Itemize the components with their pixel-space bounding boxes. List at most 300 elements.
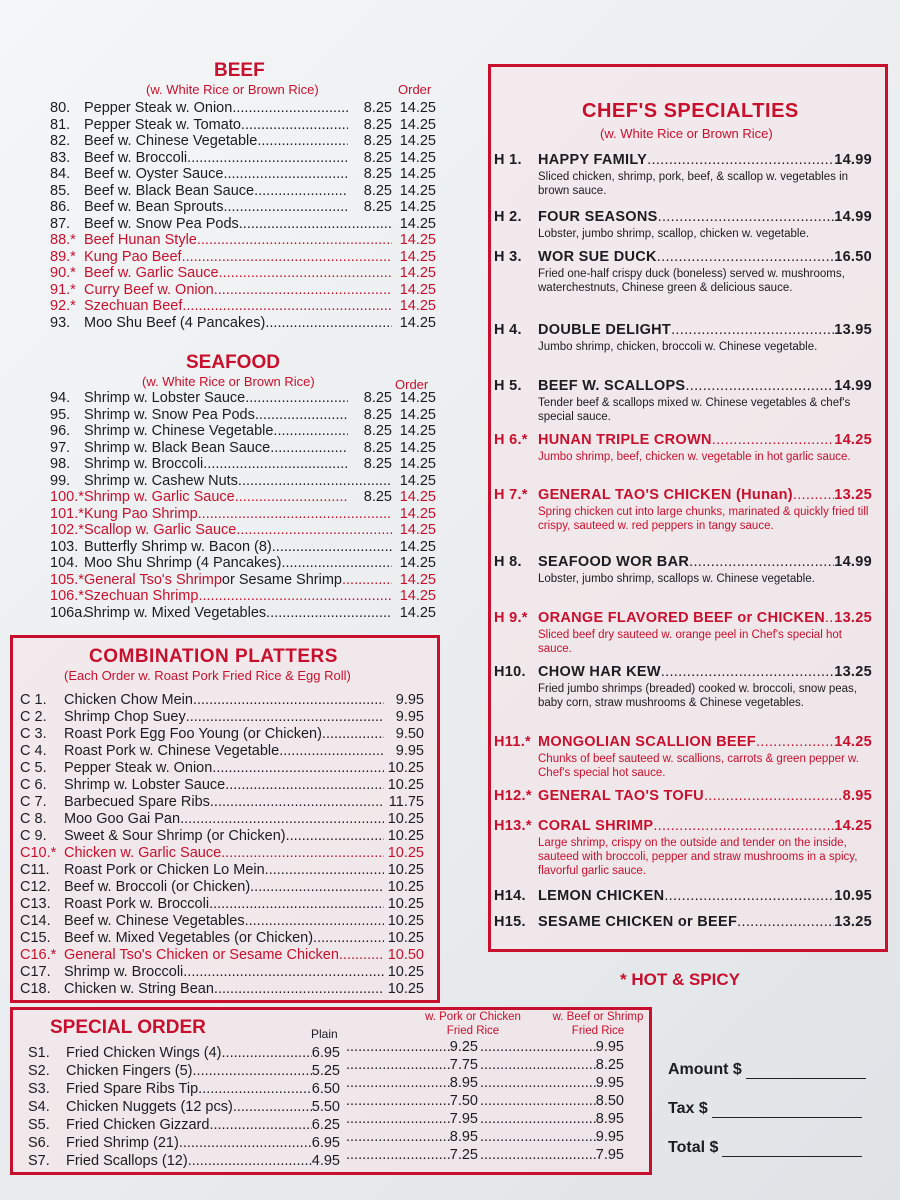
pork-chicken-price-row <box>346 1129 478 1145</box>
item-name: HUNAN TRIPLE CROWN <box>538 432 712 448</box>
plain-price: 6.95 <box>311 1045 340 1061</box>
item-number: 80. <box>50 100 71 116</box>
item-name: Curry Beef w. Onion <box>84 281 214 298</box>
beef-shrimp-price: 9.95 <box>595 1039 624 1055</box>
item-number: C 9. <box>20 828 47 844</box>
pork-chicken-price: 9.25 <box>449 1039 478 1055</box>
seafood-title: SEAFOOD <box>186 352 280 373</box>
order-price: 14.25 <box>399 555 436 571</box>
item-number: 86. <box>50 199 71 215</box>
order-price: 14.25 <box>399 390 436 406</box>
leader-dots <box>203 456 348 472</box>
item-name: GENERAL TAO'S CHICKEN (Hunan) <box>538 487 793 503</box>
item-price: 10.25 <box>387 930 424 946</box>
beef-item[interactable] <box>50 249 436 265</box>
chef-special-item[interactable] <box>494 322 872 354</box>
total-line[interactable] <box>668 1138 862 1157</box>
item-name: Fried Spare Ribs Tip <box>66 1081 199 1097</box>
seafood-item[interactable] <box>50 423 436 439</box>
combo-item[interactable] <box>20 930 424 946</box>
chef-item-line <box>494 209 872 225</box>
chef-item-line <box>494 788 872 804</box>
combo-item[interactable] <box>20 862 424 878</box>
pork-chicken-price: 7.50 <box>449 1093 478 1109</box>
item-price: 8.95 <box>842 788 872 804</box>
leader-dots <box>223 166 348 182</box>
beef-item[interactable] <box>50 298 436 314</box>
item-price: 14.99 <box>834 378 872 394</box>
item-name: Chicken w. Garlic Sauce <box>64 845 222 861</box>
leader-dots <box>245 913 384 929</box>
chef-item-line <box>494 914 872 930</box>
seafood-order-header: Order <box>395 377 429 392</box>
combo-item[interactable] <box>20 845 424 861</box>
order-price: 14.25 <box>399 472 436 489</box>
item-name: Roast Pork or Chicken Lo Mein <box>64 862 265 878</box>
leader-dots <box>279 743 384 759</box>
leader-dots <box>685 378 834 394</box>
beef-shrimp-price: 8.50 <box>595 1093 624 1109</box>
item-name: Pepper Steak w. Onion <box>64 760 213 776</box>
leader-dots <box>266 605 392 621</box>
beef-item[interactable] <box>50 232 436 248</box>
item-code: H 5. <box>494 378 522 394</box>
beef-item[interactable] <box>50 166 436 182</box>
leader-dots <box>198 506 392 522</box>
item-name: Chicken Nuggets (12 pcs) <box>66 1099 233 1115</box>
item-number: C16.* <box>20 947 57 963</box>
special-item[interactable] <box>28 1117 340 1133</box>
chef-item-line <box>494 888 872 904</box>
item-code: H 1. <box>494 152 522 168</box>
item-code: H13.* <box>494 818 532 834</box>
combo-item[interactable] <box>20 709 424 725</box>
col-plain-header: Plain <box>311 1027 338 1041</box>
item-price: 9.95 <box>395 743 424 759</box>
item-name: Shrimp w. Garlic Sauce <box>84 489 235 505</box>
chef-item-line <box>494 664 872 680</box>
beef-item[interactable] <box>50 315 436 331</box>
leader-dots <box>346 1111 450 1127</box>
pork-chicken-price: 7.95 <box>449 1111 478 1127</box>
item-description: Tender beef & scallops mixed w. Chinese vegetables & chef's special sauce. <box>538 397 851 423</box>
leader-dots <box>239 216 392 232</box>
special-item[interactable] <box>28 1135 340 1151</box>
plain-price: 6.25 <box>311 1117 340 1133</box>
pork-chicken-price-row <box>346 1147 478 1163</box>
item-name: Shrimp w. Broccoli <box>84 456 204 472</box>
special-item[interactable] <box>28 1153 340 1169</box>
beef-shrimp-price-row <box>480 1039 624 1055</box>
leader-dots <box>480 1075 596 1091</box>
leader-dots <box>179 1135 312 1151</box>
combo-item[interactable] <box>20 726 424 742</box>
chef-special-item[interactable] <box>494 554 872 586</box>
total-label: Total $ <box>668 1139 719 1156</box>
order-price: 14.25 <box>399 232 436 248</box>
plain-price: 4.95 <box>311 1153 340 1169</box>
item-number: C 1. <box>20 692 47 708</box>
beef-item[interactable] <box>50 183 436 199</box>
item-price: 10.25 <box>387 913 424 929</box>
item-number: 84. <box>50 166 71 182</box>
order-price: 14.25 <box>399 133 436 149</box>
seafood-item[interactable] <box>50 456 436 472</box>
item-number: S1. <box>28 1045 50 1061</box>
leader-dots <box>187 150 348 166</box>
item-name: Sweet & Sour Shrimp (or Chicken) <box>64 828 286 844</box>
leader-dots <box>254 183 348 199</box>
order-price: 14.25 <box>399 298 436 314</box>
item-number: 104. <box>50 555 79 571</box>
combo-item[interactable] <box>20 896 424 912</box>
total-field[interactable] <box>722 1138 862 1157</box>
order-price: 14.25 <box>399 423 436 439</box>
leader-dots <box>255 407 348 423</box>
item-number: C12. <box>20 879 51 895</box>
beef-item[interactable] <box>50 216 436 232</box>
seafood-item[interactable] <box>50 605 436 621</box>
leader-dots <box>182 249 392 265</box>
leader-dots <box>480 1057 596 1073</box>
leader-dots <box>689 554 834 570</box>
chef-special-item[interactable] <box>494 734 872 780</box>
pork-chicken-price-row <box>346 1111 478 1127</box>
leader-dots <box>212 760 384 776</box>
leader-dots <box>825 610 834 626</box>
item-name: Fried Chicken Wings (4) <box>66 1045 222 1061</box>
item-number: 106a. <box>50 604 87 621</box>
leader-dots <box>198 1081 312 1097</box>
leader-dots <box>712 432 834 448</box>
item-name: DOUBLE DELIGHT <box>538 322 672 338</box>
combo-item[interactable] <box>20 692 424 708</box>
item-name: LEMON CHICKEN <box>538 888 665 904</box>
leader-dots <box>223 199 348 215</box>
beef-shrimp-price-row <box>480 1075 624 1091</box>
item-name: Fried Shrimp (21) <box>66 1135 179 1151</box>
item-name: Beef w. Bean Sprouts <box>84 199 224 215</box>
leader-dots <box>658 209 835 225</box>
leader-dots <box>793 487 834 503</box>
item-price: 10.25 <box>387 811 424 827</box>
leader-dots <box>221 845 384 861</box>
item-description: Sliced beef dry sauteed w. orange peel in Chef's special hot sauce. <box>538 629 842 655</box>
beef-shrimp-price: 7.95 <box>595 1147 624 1163</box>
special-item[interactable] <box>28 1045 340 1061</box>
item-code: H 6.* <box>494 432 528 448</box>
pork-chicken-price: 7.25 <box>449 1147 478 1163</box>
item-price: 14.99 <box>834 209 872 225</box>
item-name: Roast Pork w. Broccoli <box>64 896 210 912</box>
item-name: Pepper Steak w. Onion <box>84 100 233 116</box>
leader-dots <box>342 572 392 588</box>
item-number: 89.* <box>50 248 76 265</box>
item-name: MONGOLIAN SCALLION BEEF <box>538 734 756 750</box>
combo-item[interactable] <box>20 743 424 759</box>
item-number: 93. <box>50 314 71 331</box>
item-name: Roast Pork Egg Foo Young (or Chicken) <box>64 726 322 742</box>
chef-special-item[interactable] <box>494 818 872 878</box>
item-number: C 2. <box>20 709 47 725</box>
pork-chicken-price: 7.75 <box>449 1057 478 1073</box>
leader-dots <box>346 1057 450 1073</box>
beef-shrimp-price: 8.95 <box>595 1111 624 1127</box>
leader-dots <box>346 1093 450 1109</box>
chef-special-item[interactable] <box>494 209 872 241</box>
item-name: Beef w. Chinese Vegetables <box>64 913 245 929</box>
pork-chicken-price: 8.95 <box>449 1075 478 1091</box>
leader-dots <box>737 914 834 930</box>
item-price: 10.95 <box>834 888 872 904</box>
seafood-item[interactable] <box>50 489 436 505</box>
seafood-item[interactable] <box>50 506 436 522</box>
leader-dots <box>198 588 392 604</box>
item-name: Chicken w. String Bean <box>64 981 214 997</box>
seafood-subtitle: (w. White Rice or Brown Rice) <box>142 374 315 389</box>
order-price: 14.25 <box>399 588 436 604</box>
item-name: Shrimp w. Lobster Sauce <box>64 777 226 793</box>
hot-spicy-note: * HOT & SPICY <box>620 970 740 989</box>
item-price: 9.95 <box>395 709 424 725</box>
order-price: 14.25 <box>399 116 436 133</box>
item-number: S4. <box>28 1099 50 1115</box>
item-description: Lobster, jumbo shrimp, scallops w. Chinese vegetable. <box>538 573 815 585</box>
leader-dots <box>186 709 384 725</box>
pork-chicken-price-row <box>346 1057 478 1073</box>
col-beef-header: w. Beef or Shrimp Fried Rice <box>552 1011 644 1037</box>
special-item[interactable] <box>28 1063 340 1079</box>
item-name: Beef w. Mixed Vegetables (or Chicken) <box>64 930 314 946</box>
item-description: Jumbo shrimp, chicken, broccoli w. Chinese vegetable. <box>538 341 818 353</box>
item-number: 103. <box>50 538 79 555</box>
order-price: 14.25 <box>399 215 436 232</box>
item-name: ORANGE FLAVORED BEEF or CHICKEN <box>538 610 825 626</box>
item-name: Moo Goo Gai Pan <box>64 811 181 827</box>
item-number: C10.* <box>20 845 57 861</box>
item-name: WOR SUE DUCK <box>538 249 657 265</box>
chef-special-item[interactable] <box>494 888 872 904</box>
combo-title: COMBINATION PLATTERS <box>89 646 338 667</box>
small-price: 8.25 <box>363 166 392 182</box>
seafood-item[interactable] <box>50 522 436 538</box>
combo-item[interactable] <box>20 947 424 963</box>
pork-chicken-price: 8.95 <box>449 1129 478 1145</box>
beef-shrimp-price-row <box>480 1147 624 1163</box>
item-code: H14. <box>494 888 526 904</box>
leader-dots <box>322 726 384 742</box>
seafood-item[interactable] <box>50 390 436 406</box>
item-number: 97. <box>50 439 71 456</box>
leader-dots <box>270 440 348 456</box>
chef-item-line <box>494 378 872 394</box>
leader-dots <box>238 473 392 489</box>
tax-line[interactable] <box>668 1099 862 1118</box>
chef-special-item[interactable] <box>494 378 872 424</box>
leader-dots <box>346 1075 450 1091</box>
item-price: 13.95 <box>834 322 872 338</box>
pork-chicken-price-row <box>346 1093 478 1109</box>
leader-dots <box>339 947 384 963</box>
order-price: 14.25 <box>399 456 436 472</box>
item-price: 9.95 <box>395 692 424 708</box>
item-code: H 3. <box>494 249 522 265</box>
item-number: S3. <box>28 1081 50 1097</box>
item-number: C 3. <box>20 726 47 742</box>
item-description: Fried jumbo shrimps (breaded) cooked w. broccoli, snow peas, baby corn, straw mushrooms & Chinese vegetables. <box>538 683 857 709</box>
item-number: C 5. <box>20 760 47 776</box>
chef-item-line <box>494 487 872 503</box>
leader-dots <box>704 788 843 804</box>
chef-item-line <box>494 818 872 834</box>
item-number: 81. <box>50 116 71 133</box>
item-number: C13. <box>20 896 51 912</box>
item-code: H15. <box>494 914 526 930</box>
item-name: Szechuan Beef <box>84 298 183 314</box>
amount-field[interactable] <box>746 1060 866 1079</box>
item-name-alt: or Sesame Shrimp <box>221 571 342 588</box>
item-name: Scallop w. Garlic Sauce <box>84 522 237 538</box>
order-price: 14.25 <box>399 265 436 281</box>
special-item[interactable] <box>28 1081 340 1097</box>
leader-dots <box>265 315 392 331</box>
chef-special-item[interactable] <box>494 788 872 804</box>
item-name: Kung Pao Shrimp <box>84 505 198 522</box>
combo-item[interactable] <box>20 964 424 980</box>
item-price: 10.25 <box>387 760 424 776</box>
item-description: Fried one-half crispy duck (boneless) served w. mushrooms, waterchestnuts, Chinese green & delicious sauce. <box>538 268 845 294</box>
item-number: C 8. <box>20 811 47 827</box>
chef-special-item[interactable] <box>494 152 872 198</box>
chef-special-item[interactable] <box>494 610 872 656</box>
combo-item[interactable] <box>20 879 424 895</box>
item-price: 13.25 <box>834 664 872 680</box>
chef-special-item[interactable] <box>494 664 872 710</box>
beef-shrimp-price: 8.25 <box>595 1057 624 1073</box>
special-item[interactable] <box>28 1099 340 1115</box>
combo-item[interactable] <box>20 760 424 776</box>
item-name: Beef w. Chinese Vegetable <box>84 133 258 149</box>
beef-item[interactable] <box>50 265 436 281</box>
item-name: SEAFOOD WOR BAR <box>538 554 690 570</box>
seafood-item[interactable] <box>50 473 436 489</box>
leader-dots <box>214 282 392 298</box>
item-price: 14.25 <box>834 818 872 834</box>
leader-dots <box>188 1153 312 1169</box>
leader-dots <box>232 100 348 116</box>
leader-dots <box>209 896 384 912</box>
leader-dots <box>225 777 384 793</box>
leader-dots <box>257 133 348 149</box>
beef-item[interactable] <box>50 100 436 116</box>
item-price: 10.25 <box>387 964 424 980</box>
chef-special-item[interactable] <box>494 432 872 464</box>
item-price: 10.50 <box>387 947 424 963</box>
beef-order-header: Order <box>398 82 432 97</box>
seafood-item[interactable] <box>50 572 436 588</box>
leader-dots <box>272 539 392 555</box>
small-price: 8.25 <box>363 199 392 215</box>
small-price: 8.25 <box>363 133 392 149</box>
chef-special-item[interactable] <box>494 487 872 533</box>
leader-dots <box>480 1039 596 1055</box>
item-name: HAPPY FAMILY <box>538 152 648 168</box>
chef-item-line <box>494 432 872 448</box>
item-number: C14. <box>20 913 51 929</box>
leader-dots <box>286 828 384 844</box>
chef-title: CHEF'S SPECIALTIES <box>582 100 799 122</box>
tax-field[interactable] <box>712 1099 862 1118</box>
seafood-item[interactable] <box>50 539 436 555</box>
beef-item[interactable] <box>50 282 436 298</box>
order-price: 14.25 <box>399 538 436 555</box>
combo-item[interactable] <box>20 794 424 810</box>
beef-item[interactable] <box>50 133 436 149</box>
leader-dots <box>657 249 834 265</box>
item-name: FOUR SEASONS <box>538 209 658 225</box>
combo-item[interactable] <box>20 828 424 844</box>
seafood-item[interactable] <box>50 407 436 423</box>
plain-price: 6.50 <box>311 1081 340 1097</box>
beef-shrimp-price-row <box>480 1093 624 1109</box>
leader-dots <box>193 692 384 708</box>
combo-subtitle: (Each Order w. Roast Pork Fried Rice & Egg Roll) <box>64 668 351 683</box>
seafood-item[interactable] <box>50 440 436 456</box>
leader-dots <box>480 1111 596 1127</box>
chef-item-line <box>494 249 872 265</box>
beef-item[interactable] <box>50 199 436 215</box>
plain-price: 5.25 <box>311 1063 340 1079</box>
small-price: 8.25 <box>363 390 392 406</box>
seafood-item[interactable] <box>50 588 436 604</box>
leader-dots <box>647 152 834 168</box>
leader-dots <box>236 522 392 538</box>
item-price: 14.25 <box>834 432 872 448</box>
seafood-item[interactable] <box>50 555 436 571</box>
chef-subtitle: (w. White Rice or Brown Rice) <box>600 126 773 141</box>
item-name: General Tso's Shrimp <box>84 571 222 588</box>
order-price: 14.25 <box>399 571 436 588</box>
leader-dots <box>346 1147 450 1163</box>
chef-item-line <box>494 610 872 626</box>
chef-special-item[interactable] <box>494 249 872 295</box>
item-price: 10.25 <box>387 862 424 878</box>
order-price: 14.25 <box>399 100 436 116</box>
item-description: Spring chicken cut into large chunks, marinated & quickly fried till crispy, sauteed w. red peppers in tangy sauce. <box>538 506 869 532</box>
plain-price: 5.50 <box>311 1099 340 1115</box>
amount-line[interactable] <box>668 1060 866 1079</box>
combo-item[interactable] <box>20 981 424 997</box>
item-name: Shrimp w. Chinese Vegetable <box>84 423 274 439</box>
col-pork-header: w. Pork or Chicken Fried Rice <box>425 1011 521 1037</box>
item-number: C 4. <box>20 743 47 759</box>
combo-item[interactable] <box>20 777 424 793</box>
beef-item[interactable] <box>50 150 436 166</box>
beef-item[interactable] <box>50 117 436 133</box>
pork-chicken-price-row <box>346 1075 478 1091</box>
item-name: Chicken Fingers (5) <box>66 1063 193 1079</box>
special-order-title: SPECIAL ORDER <box>50 1017 206 1038</box>
small-price: 8.25 <box>363 149 392 166</box>
leader-dots <box>250 879 384 895</box>
order-price: 14.25 <box>399 281 436 298</box>
leader-dots <box>245 390 348 406</box>
combo-item[interactable] <box>20 913 424 929</box>
small-price: 8.25 <box>363 423 392 439</box>
leader-dots <box>480 1093 596 1109</box>
combo-item[interactable] <box>20 811 424 827</box>
chef-special-item[interactable] <box>494 914 872 930</box>
